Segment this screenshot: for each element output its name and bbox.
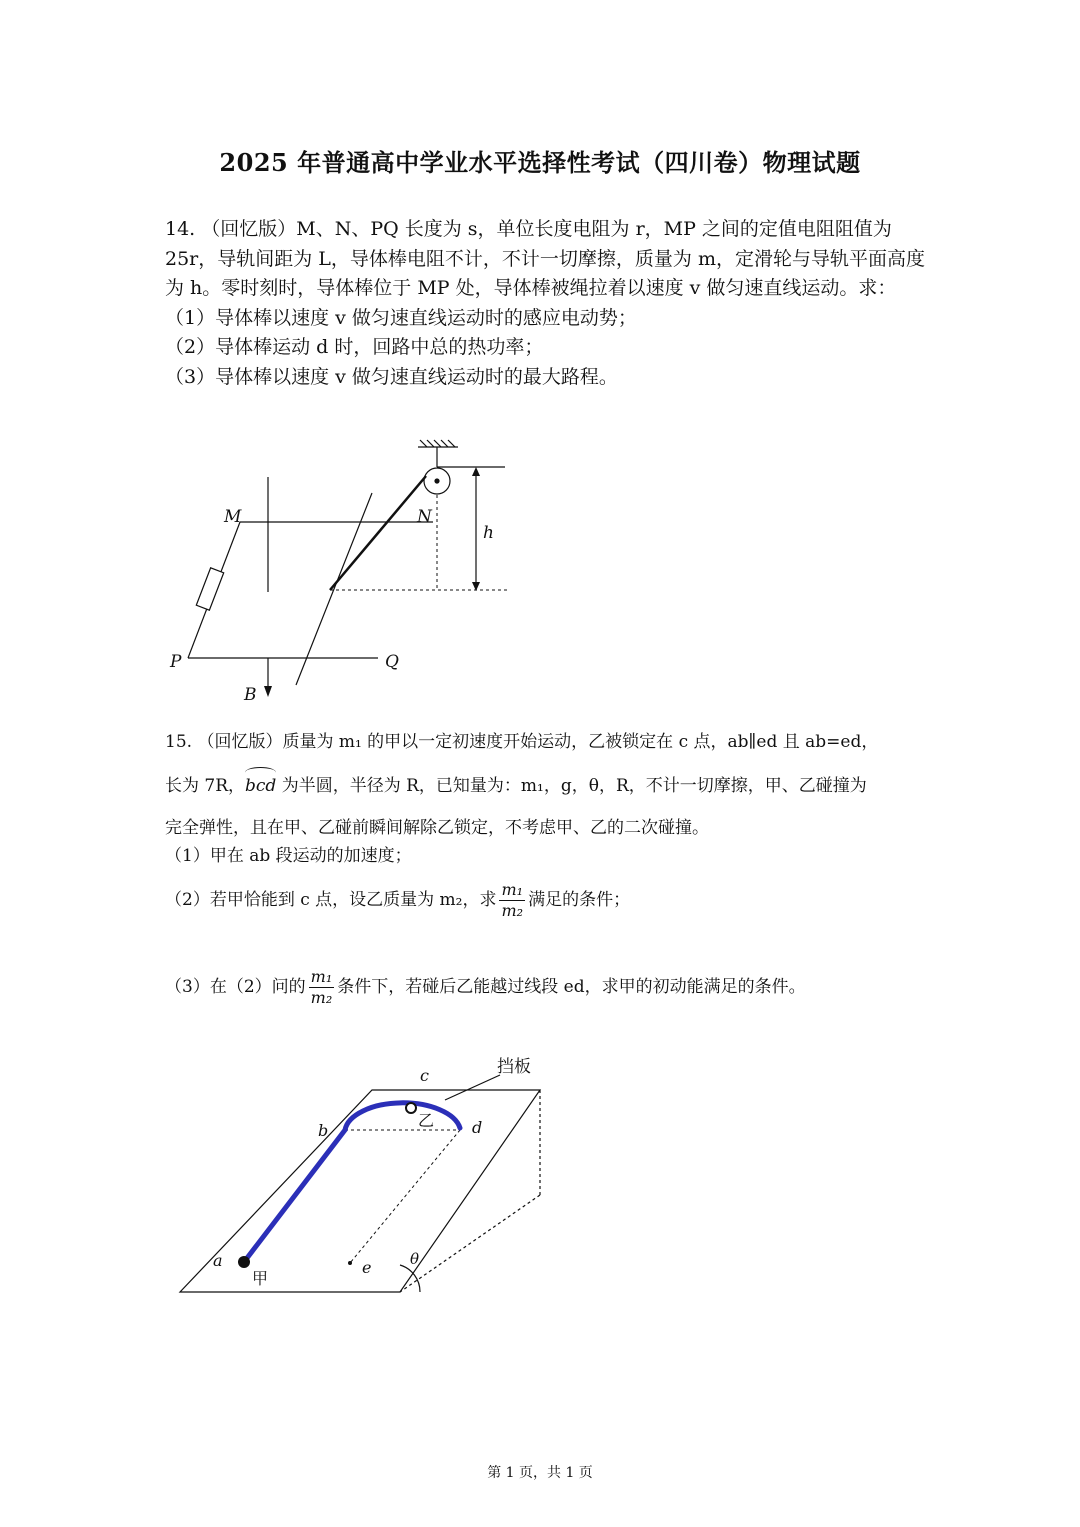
q14-sub2: （2）导体棒运动 d 时，回路中总的热功率； [165,336,544,358]
frac-denominator: m₂ [310,988,333,1007]
question-15 [165,725,935,1045]
label-Q: Q [385,652,399,672]
q14-sub1: （1）导体棒以速度 v 做匀速直线运动时的感应电动势； [165,306,637,329]
point-e [348,1261,352,1265]
q14-figure [160,435,530,710]
label-yi: 乙 [418,1111,435,1130]
fraction-m1-m2 [499,880,525,921]
q15-sub2-pre: （2）若甲恰能到 c 点，设乙质量为 m₂，求 [165,890,497,910]
frac-denominator: m₂ [501,901,524,920]
ball-yi [406,1103,416,1113]
page-title: 2025 年普通高中学业水平选择性考试（四川卷）物理试题 [219,148,861,177]
label-e: e [362,1258,372,1277]
q15-sub3-pre: （3）在（2）问的 [165,977,306,997]
arc-bcd: bcd [245,776,277,796]
resistor [196,568,223,610]
label-M: M [224,507,242,527]
q15-sub3 [165,967,806,1008]
q15-sub2-post: 满足的条件； [528,890,631,910]
label-theta: θ [410,1250,420,1268]
q14-stem: 14. （回忆版）M、N、PQ 长度为 s，单位长度电阻为 r，MP 之间的定值电阻阻值为 25r，导轨间距为 L，导体棒电阻不计，不计一切摩擦，质量为 m，定滑轮与导轨平面高度为 h。零时刻时，导体棒位于 MP 处，导体棒被绳拉着以速度 v 做匀速直线运动。求： [165,218,925,299]
q15-line1: 15. （回忆版）质量为 m₁ 的甲以一定初速度开始运动，乙被锁定在 c 点，ab∥ed 且 ab=ed， [165,732,879,752]
label-c: c [420,1066,429,1085]
q15-sub3-post: 条件下，若碰后乙能越过线段 ed，求甲的初动能满足的条件。 [337,977,806,997]
question-14 [165,215,925,392]
q15-sub1: （1）甲在 ab 段运动的加速度； [165,846,412,866]
label-N: N [417,507,432,527]
q15-line2 [165,771,867,796]
label-P: P [170,652,182,672]
ball-jia [238,1256,250,1268]
label-jia: 甲 [252,1269,269,1288]
q15-sub2 [165,880,630,921]
label-a: a [213,1251,223,1270]
label-h: h [483,523,494,543]
frac-numerator: m₁ [310,967,333,986]
q15-line2-post: 为半圆，半径为 R，已知量为：m₁，g，θ，R，不计一切摩擦，甲、乙碰撞为 [276,776,867,796]
q15-line3: 完全弹性，且在甲、乙碰前瞬间解除乙锁定，不考虑甲、乙的二次碰撞。 [165,818,709,838]
frac-numerator: m₁ [501,880,524,899]
label-B: B [244,685,257,705]
q14-sub3: （3）导体棒以速度 v 做匀速直线运动时的最大路程。 [165,365,618,388]
label-d: d [472,1118,483,1137]
q15-figure [170,1045,570,1300]
label-b: b [318,1121,329,1140]
q15-line2-pre: 长为 7R， [165,776,246,796]
page-footer: 第 1 页，共 1 页 [487,1465,593,1481]
fraction-m1-m2-2 [309,967,335,1008]
label-baffle: 挡板 [497,1057,531,1077]
